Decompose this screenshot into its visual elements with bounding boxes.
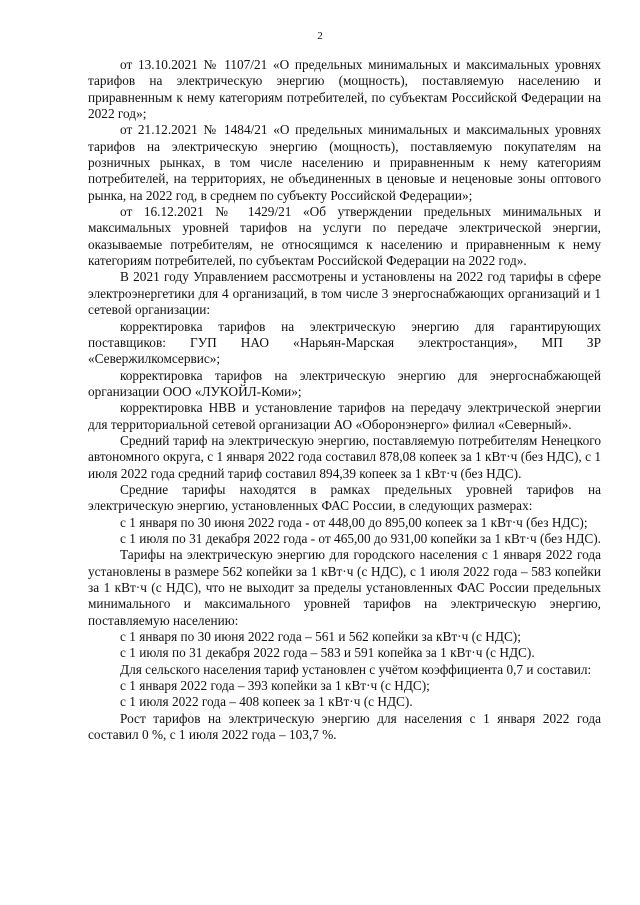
- paragraph: от 16.12.2021 № 1429/21 «Об утверждении предельных минимальных и максимальных уровней тарифов на услуги по передаче электрической энергии, оказываемые потребителям, не относящимся к населению и приравненным к нему категориям потребителей, по субъектам Российской Федерации на 2022 год».: [88, 204, 601, 269]
- paragraph: корректировка тарифов на электрическую энергию для энергоснабжающей организации ООО «ЛУКОЙЛ-Коми»;: [88, 367, 601, 399]
- paragraph: от 21.12.2021 № 1484/21 «О предельных минимальных и максимальных уровнях тарифов на электрическую энергию (мощность), поставляемую покупателям на розничных рынках, в том числе населению и приравненным к нему категориям потребителей, на территориях, не объединенных в ценовые и неценовые зоны оптового рынка, на 2022 год, в среднем по субъекту Российской Федерации»;: [88, 122, 601, 203]
- paragraph: с 1 января 2022 года – 393 копейки за 1 кВт·ч (с НДС);: [120, 678, 430, 694]
- paragraph: корректировка тарифов на электрическую энергию для гарантирующих поставщиков: ГУП НАО «Нарьян-Марская электростанция», МП ЗР «Севержилкомсервис»;: [88, 318, 601, 367]
- paragraph: Тарифы на электрическую энергию для городского населения с 1 января 2022 года установлены в размере 562 копейки за 1 кВт·ч (с НДС), с 1 июля 2022 года – 583 копейки за 1 кВт·ч (с НДС), что не выходит за пределы установленных ФАС России предельных минимального и максимального уровней тарифов на электрическую энергию, поставляемую населению:: [88, 547, 601, 628]
- paragraph: с 1 июля по 31 декабря 2022 года - от 465,00 до 931,00 копейки за 1 кВт·ч (без НДС).: [120, 530, 602, 546]
- page-number: 2: [317, 30, 323, 42]
- paragraph: с 1 января по 30 июня 2022 года – 561 и 562 копейки за кВт·ч (с НДС);: [120, 629, 521, 645]
- paragraph: Средние тарифы находятся в рамках предельных уровней тарифов на электрическую энергию, установленных ФАС России, в следующих размерах:: [88, 481, 601, 514]
- document-body: [88, 57, 601, 743]
- paragraph: Рост тарифов на электрическую энергию для населения с 1 января 2022 года составил 0 %, с 1 июля 2022 года – 103,7 %.: [88, 710, 601, 743]
- paragraph: В 2021 году Управлением рассмотрены и установлены на 2022 год тарифы в сфере электроэнергетики для 4 организаций, в том числе 3 энергоснабжающих организаций и 1 сетевой организации:: [88, 269, 601, 318]
- paragraph: с 1 июля 2022 года – 408 копеек за 1 кВт·ч (с НДС).: [120, 694, 413, 710]
- paragraph: корректировка НВВ и установление тарифов на передачу электрической энергии для территориальной сетевой организации АО «Оборонэнерго» филиал «Северный».: [88, 400, 601, 432]
- paragraph: Для сельского населения тариф установлен с учётом коэффициента 0,7 и составил:: [120, 661, 592, 677]
- paragraph: от 13.10.2021 № 1107/21 «О предельных минимальных и максимальных уровнях тарифов на электрическую энергию (мощность), поставляемую населению и приравненным к нему категориям потребителей, по субъектам Российской Федерации на 2022 год»;: [88, 57, 601, 122]
- paragraph: с 1 июля по 31 декабря 2022 года – 583 и 591 копейка за 1 кВт·ч (с НДС).: [120, 645, 535, 661]
- paragraph: с 1 января по 30 июня 2022 года - от 448,00 до 895,00 копеек за 1 кВт·ч (без НДС);: [120, 514, 588, 530]
- paragraph: Средний тариф на электрическую энергию, поставляемую потребителям Ненецкого автономного округа, с 1 января 2022 года составил 878,08 копеек за 1 кВт·ч (без НДС), с 1 июля 2022 года средний тариф составил 894,39 копеек за 1 кВт·ч (без НДС).: [88, 432, 601, 481]
